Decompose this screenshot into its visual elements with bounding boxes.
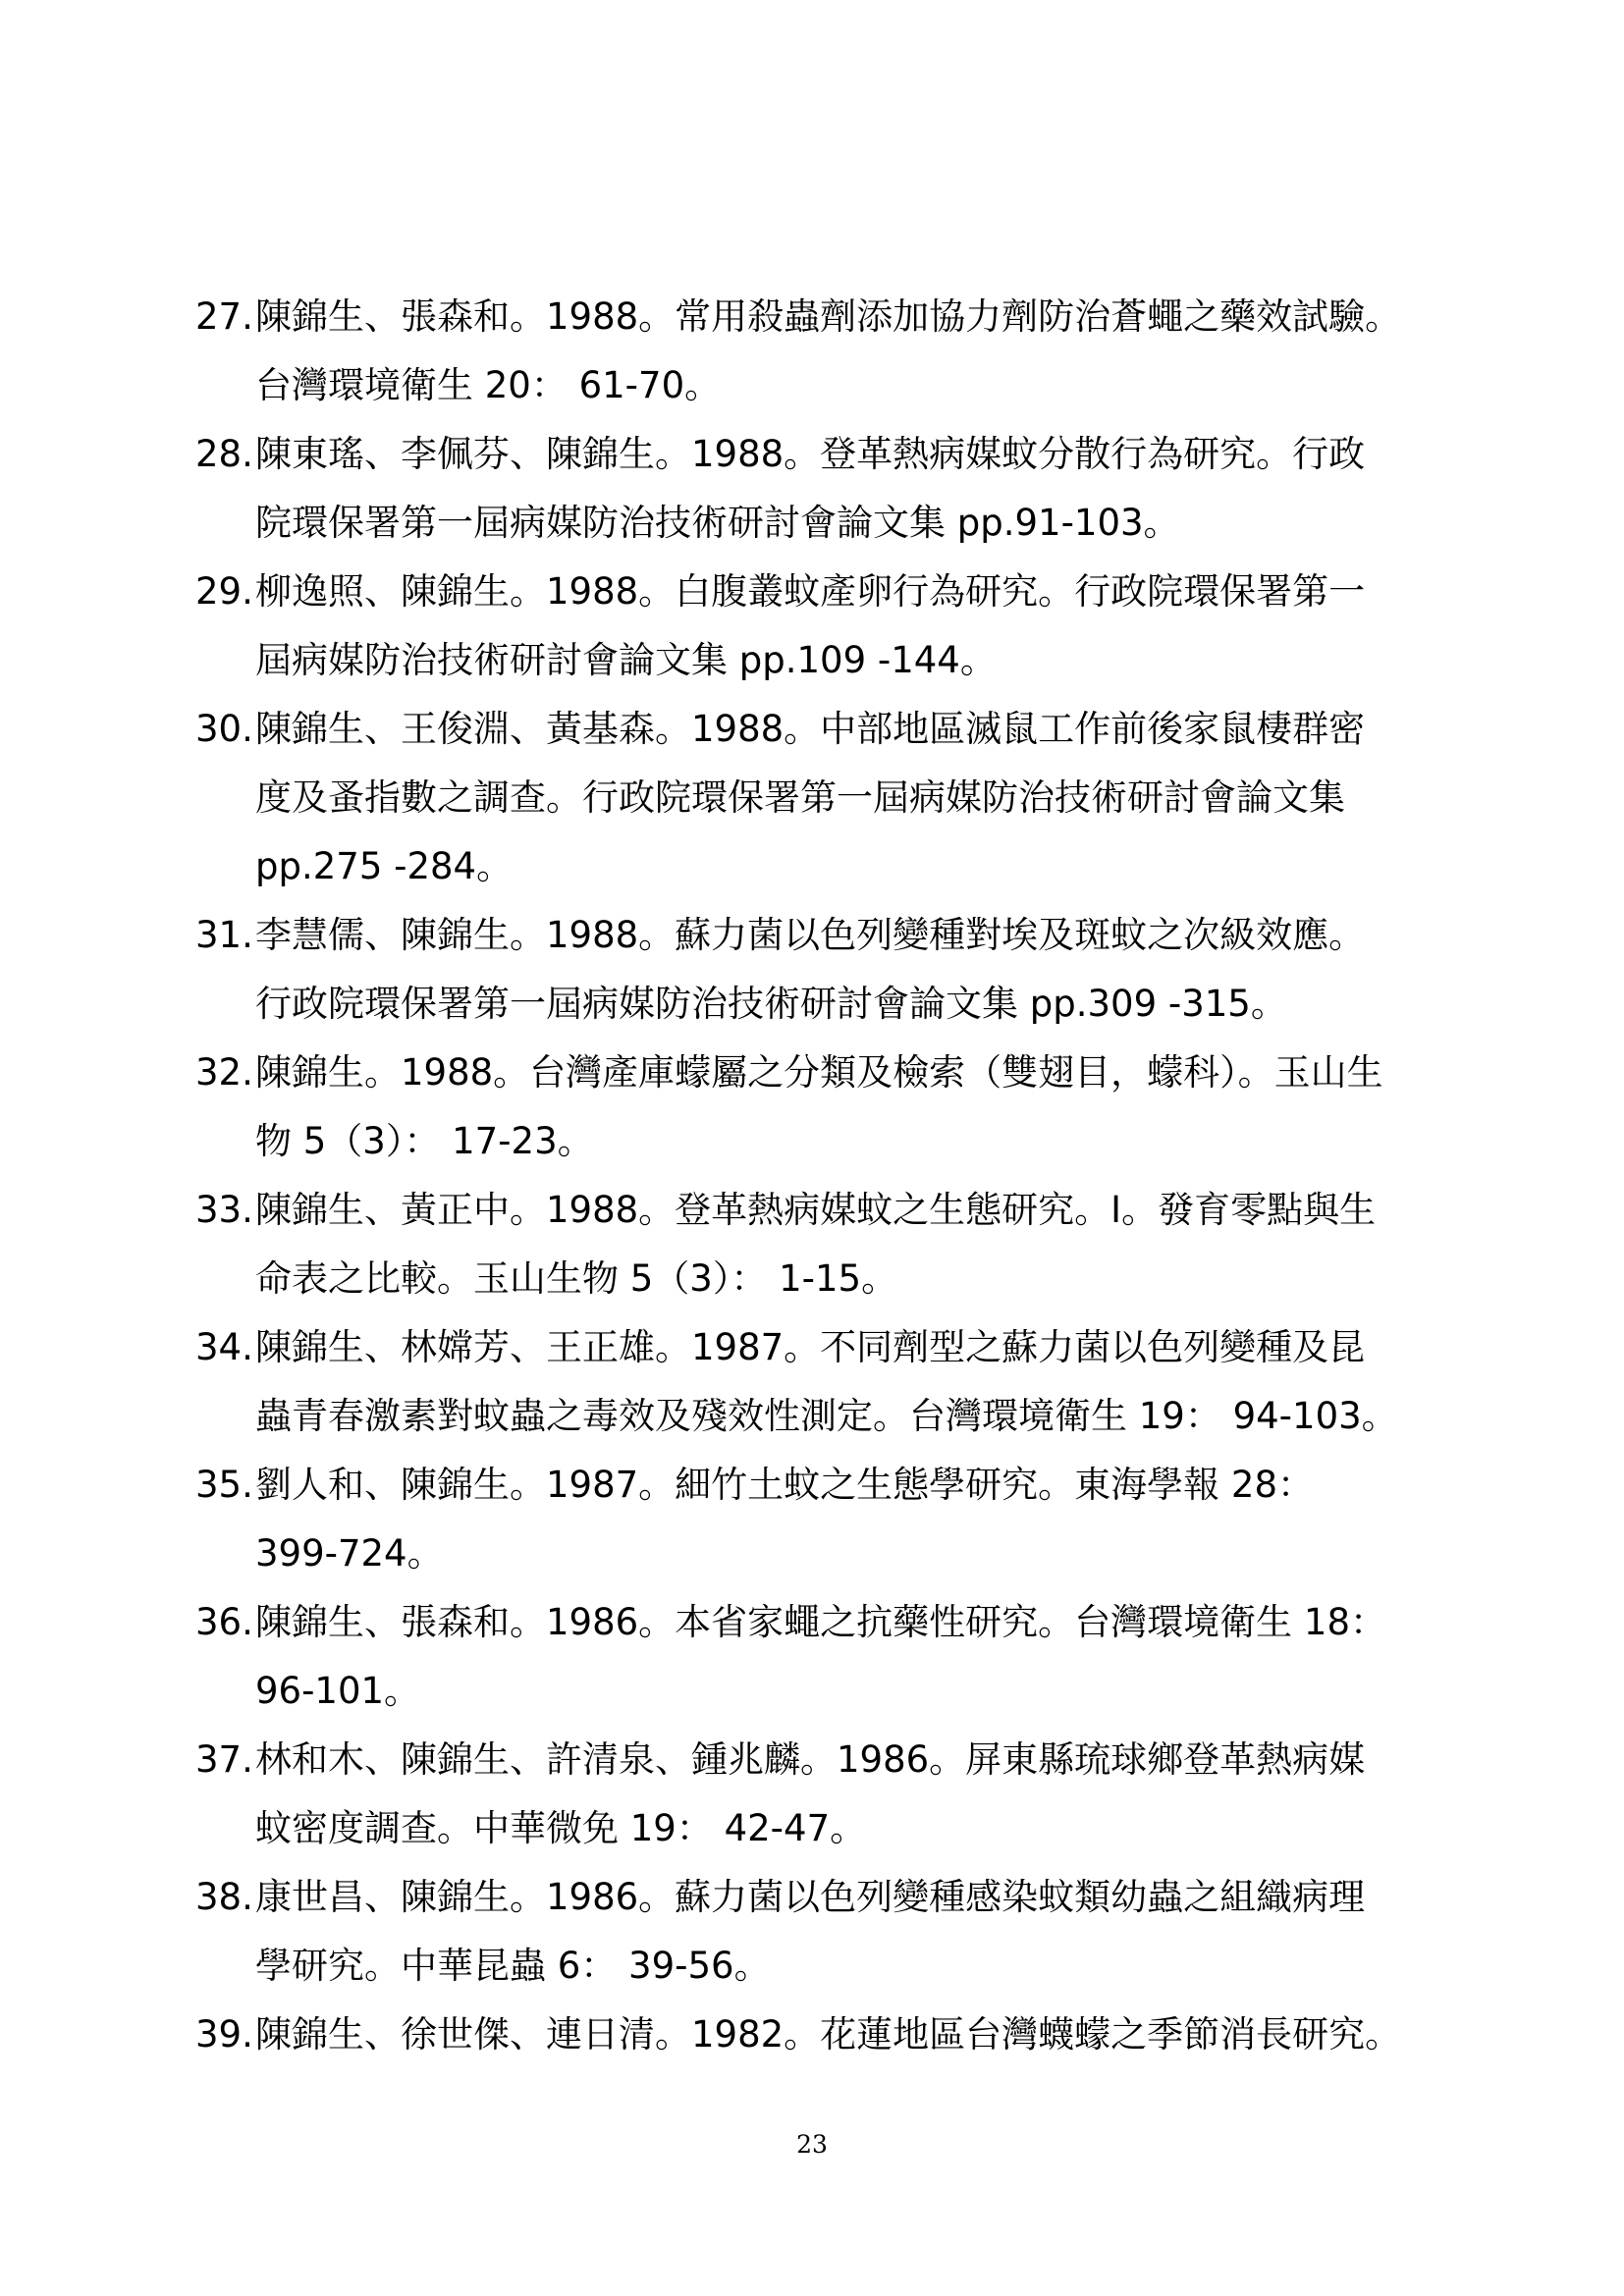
reference-number: 29. [195,570,253,613]
reference-text-line: 度及蚤指數之調查。行政院環保署第一屆病媒防治技術研討會論文集 [255,776,1345,819]
reference-item [195,1863,1433,2001]
reference-number: 33. [195,1189,253,1231]
reference-text-line: 陳錦生。1988。台灣產庫蠓屬之分類及檢索（雙翅目，蠓科）。玉山生 [255,1051,1383,1094]
reference-text-line: 台灣環境衛生 20： 61-70。 [255,364,722,406]
reference-text-line: 蚊密度調查。中華微免 19： 42-47。 [255,1807,867,1849]
reference-item [195,2001,1433,2069]
reference-item [195,1451,1433,1588]
reference-number: 32. [195,1051,253,1094]
reference-item [195,1176,1433,1313]
reference-text-line: 陳錦生、黃正中。1988。登革熱病媒蚊之生態研究。I。發育零點與生 [255,1189,1377,1231]
reference-number: 34. [195,1326,253,1368]
page-number: 23 [796,2130,828,2159]
reference-text-line: 學研究。中華昆蟲 6： 39-56。 [255,1945,771,1987]
reference-number: 37. [195,1738,253,1781]
reference-text-line: 李慧儒、陳錦生。1988。蘇力菌以色列變種對埃及斑蚊之次級效應。 [255,914,1366,956]
reference-text-line: 陳錦生、徐世傑、連日清。1982。花蓮地區台灣蠛蠓之季節消長研究。 [255,2013,1402,2056]
reference-number: 31. [195,914,253,956]
reference-text-line: 陳錦生、林嫦芳、王正雄。1987。不同劑型之蘇力菌以色列變種及昆 [255,1326,1366,1368]
reference-text-line: 康世昌、陳錦生。1986。蘇力菌以色列變種感染蚊類幼蟲之組織病理 [255,1876,1366,1918]
reference-item [195,901,1433,1039]
reference-text-line: 行政院環保署第一屆病媒防治技術研討會論文集 pp.309 -315。 [255,983,1287,1025]
reference-text-line: 蟲青春激素對蚊蟲之毒效及殘效性測定。台灣環境衛生 19： 94-103。 [255,1395,1398,1437]
reference-list [195,283,1433,2069]
reference-text-line: 院環保署第一屆病媒防治技術研討會論文集 pp.91-103。 [255,502,1180,544]
reference-number: 36. [195,1601,253,1643]
reference-text-line: 陳東瑤、李佩芬、陳錦生。1988。登革熱病媒蚊分散行為研究。行政 [255,433,1366,475]
reference-number: 38. [195,1876,253,1918]
reference-text-line: 柳逸照、陳錦生。1988。白腹叢蚊產卵行為研究。行政院環保署第一 [255,570,1366,613]
reference-item [195,558,1433,695]
reference-text-line: pp.275 -284。 [255,845,514,887]
reference-number: 35. [195,1464,253,1506]
reference-number: 30. [195,708,253,750]
reference-text-line: 陳錦生、王俊淵、黃基森。1988。中部地區滅鼠工作前後家鼠棲群密 [255,708,1366,750]
reference-item [195,283,1433,420]
reference-item [195,1313,1433,1451]
reference-text-line: 劉人和、陳錦生。1987。細竹土蚊之生態學研究。東海學報 28： [255,1464,1315,1506]
reference-text-line: 屆病媒防治技術研討會論文集 pp.109 -144。 [255,639,997,681]
reference-item [195,695,1433,901]
reference-item [195,1039,1433,1176]
reference-item [195,1588,1433,1726]
reference-item [195,1726,1433,1863]
reference-number: 27. [195,295,253,338]
reference-number: 28. [195,433,253,475]
reference-number: 39. [195,2013,253,2056]
reference-item [195,420,1433,558]
reference-text-line: 陳錦生、張森和。1988。常用殺蟲劑添加協力劑防治蒼蠅之藥效試驗。 [255,295,1402,338]
reference-text-line: 399-724。 [255,1532,444,1575]
reference-text-line: 物 5（3）： 17-23。 [255,1120,594,1162]
reference-text-line: 林和木、陳錦生、許清泉、鍾兆麟。1986。屏東縣琉球鄉登革熱病媒 [255,1738,1366,1781]
reference-text-line: 96-101。 [255,1670,421,1712]
reference-text-line: 命表之比較。玉山生物 5（3）： 1-15。 [255,1257,898,1300]
reference-text-line: 陳錦生、張森和。1986。本省家蠅之抗藥性研究。台灣環境衛生 18： [255,1601,1387,1643]
